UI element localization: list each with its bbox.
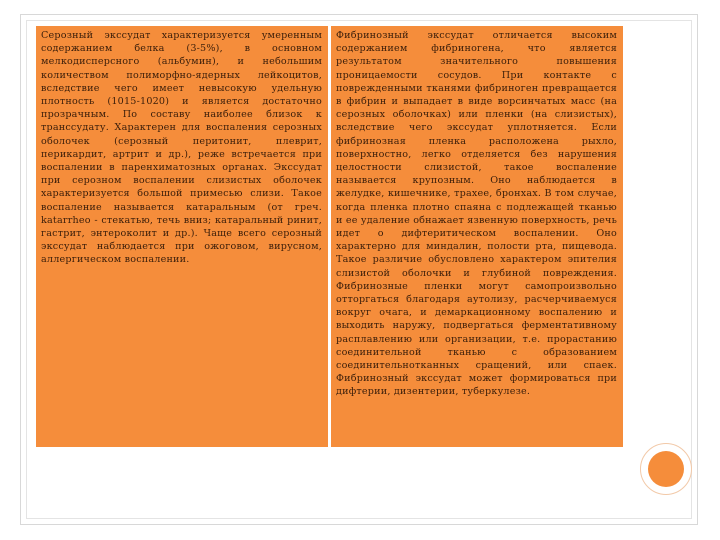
serous-exudate-panel	[36, 26, 328, 447]
decorative-circle-inner	[648, 451, 684, 487]
decorative-circle	[640, 443, 692, 495]
content-table	[36, 26, 623, 447]
fibrinous-exudate-panel	[331, 26, 623, 447]
serous-exudate-text: Серозный экссудат характеризуется умеренным содержанием белка (3-5%), в основном мелкодисперсного (альбумин), и небольшим количеством полиморфно-ядерных лейкоцитов, вследствие чего имеет невысокую удельную плотность (1015-1020) и является достаточно прозрачным. По составу наиболее близок к транссудату. Характерен для воспаления серозных оболочек (серозный перитонит, плеврит, перикардит, артрит и др.), реже встречается при воспалении в паренхиматозных органах. Экссудат при серозном воспалении слизистых оболочек характеризуется большой примесью слизи. Такое воспаление называется катаральным (от греч. katarrheo - стекатью, течь вниз; катаральный ринит, гастрит, энтероколит и др.). Чаще всего серозный экссудат наблюдается при ожоговом, вирусном, аллергическом воспалении.	[41, 30, 322, 266]
fibrinous-exudate-text: Фибринозный экссудат отличается высоким содержанием фибриногена, что является результатом значительного повышения проницаемости сосудов. При контакте с поврежденными тканями фибриноген превращается в фибрин и выпадает в виде ворсинчатых масс (на серозных оболочках) или пленки (на слизистых), вследствие чего экссудат уплотняется. Если фибринозная пленка расположена рыхло, поверхностно, легко отделяется без нарушения целостности слизистой, такое воспаление называется крупозным. Оно наблюдается в желудке, кишечнике, трахее, бронхах. В том случае, когда пленка плотно спаяна с подлежащей тканью и ее удаление обнажает язвенную поверхность, речь идет о дифтеритическом воспалении. Оно характерно для миндалин, полости рта, пищевода. Такое различие обусловлено характером эпителия слизистой оболочки и глубиной повреждения. Фибринозные пленки могут самопроизвольно отторгаться благодаря аутолизу, расчерчиваемуся вокруг очага, и демаркационному воспалению и выходить наружу, подвергаться ферментативному расплавлению или организации, т.е. прорастанию соединительной тканью с образованием соединительнотканных сращений, или спаек. Фибринозный экссудат может формироваться при дифтерии, дизентерии, туберкулезе.	[336, 30, 618, 398]
